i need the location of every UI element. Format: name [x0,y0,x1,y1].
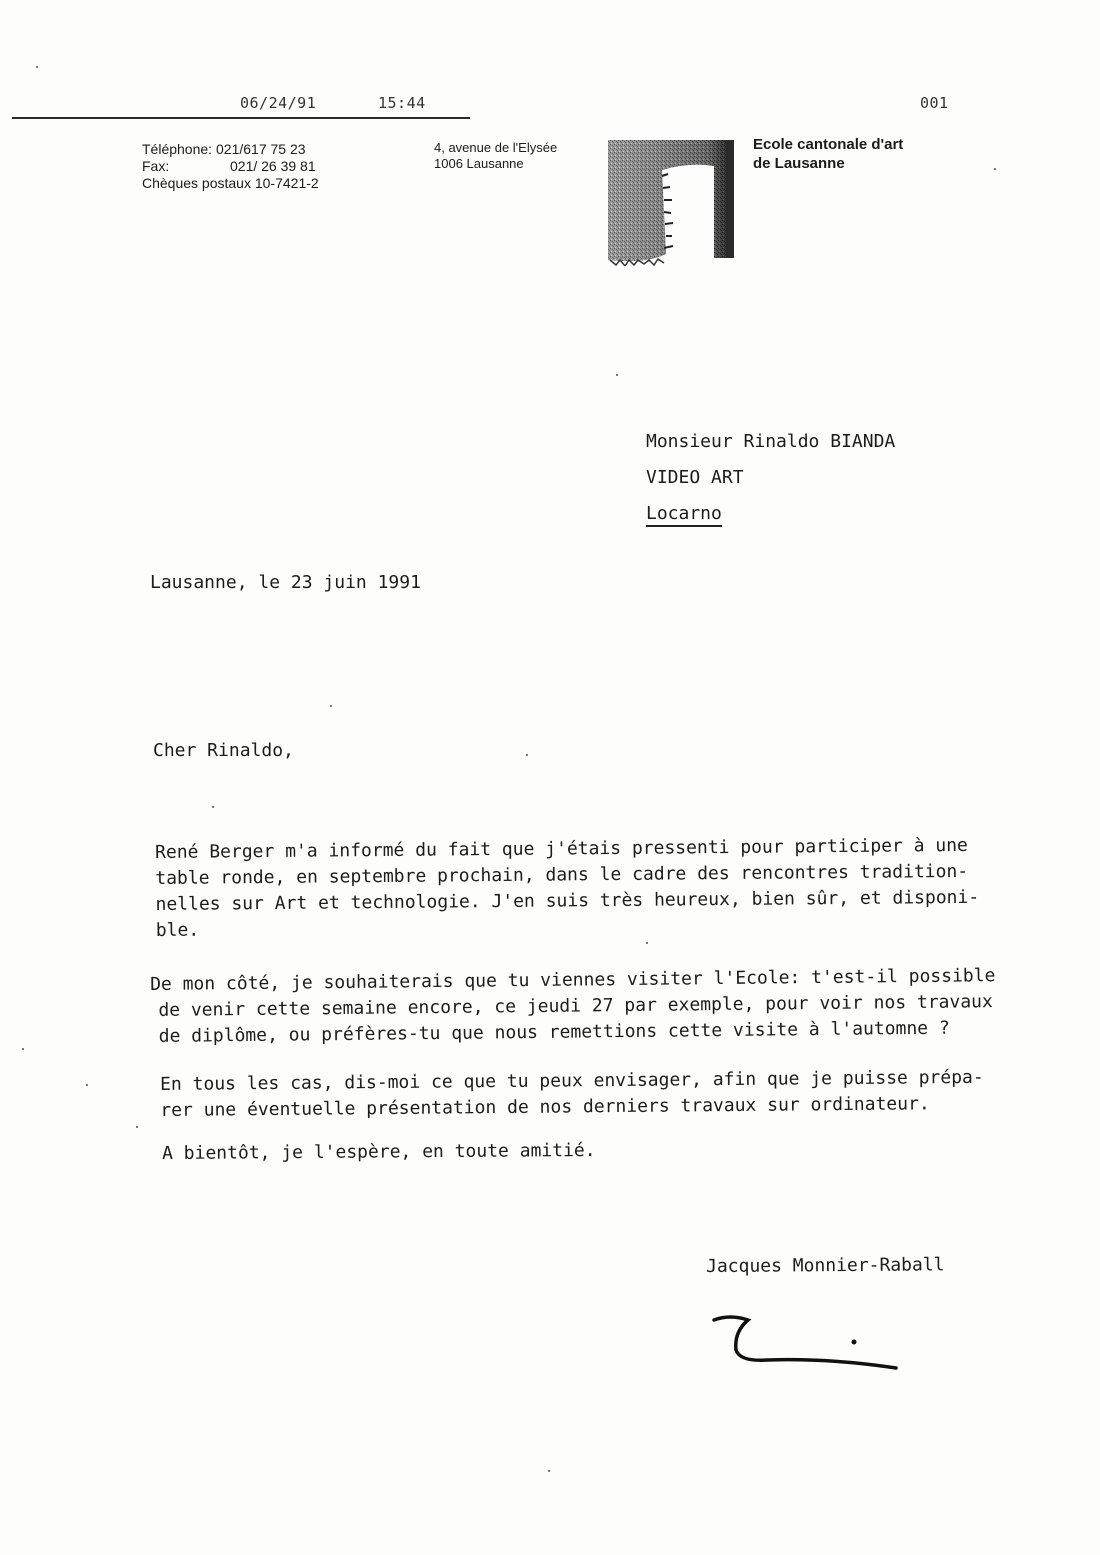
scan-speck [616,374,618,376]
paragraph-line: René Berger m'a informé du fait que j'étais pressenti pour participer à une [155,834,968,863]
address-street: 4, avenue de l'Elysée [434,140,558,155]
paragraph-line: ble. [155,919,200,941]
paragraph-line: table ronde, en septembre prochain, dans le cadre des rencontres tradition- [155,860,969,889]
postal-cheques: Chèques postaux 10-7421-2 [142,175,319,191]
recipient-organization: VIDEO ART [646,467,744,488]
scan-speck [994,168,996,170]
scan-speck [22,1048,24,1050]
scan-speck [136,1126,138,1128]
salutation: Cher Rinaldo, [153,740,294,761]
scan-speck [330,705,332,707]
fax-time: 15:44 [378,94,426,112]
handwritten-signature [708,1310,908,1380]
scan-speck [86,1084,88,1086]
recipient-city: Locarno [646,503,722,527]
scan-speck [526,754,528,756]
fax-label: Fax: [142,158,170,174]
scan-speck [212,806,214,808]
telephone-label: Téléphone: [142,141,213,157]
school-name-line2: de Lausanne [753,155,845,172]
recipient-address [646,424,895,532]
body-paragraph-3 [160,1065,984,1124]
recipient-name: Monsieur Rinaldo BIANDA [646,431,896,452]
letter-date: Lausanne, le 23 juin 1991 [150,572,421,593]
fax-date: 06/24/91 [240,94,317,112]
scan-speck [646,942,648,944]
paragraph-line: En tous les cas, dis-moi ce que tu peux envisager, afin que je puisse prépa- [160,1066,984,1095]
signer-name: Jacques Monnier-Raball [706,1254,945,1277]
letterhead-address [434,140,557,172]
closing-line: A bientôt, je l'espère, en toute amitié. [162,1139,596,1164]
paragraph-line: rer une éventuelle présentation de nos derniers travaux sur ordinateur. [160,1093,930,1121]
fax-row [142,158,319,175]
body-paragraph-2 [150,963,996,1050]
scan-speck [36,66,38,68]
scan-speck [548,1470,550,1472]
address-city: 1006 Lausanne [434,156,524,171]
fax-page-number: 001 [920,94,949,112]
paragraph-line: nelles sur Art et technologie. J'en suis très heureux, bien sûr, et disponi- [155,886,980,915]
school-name [753,135,903,173]
paragraph-line: de venir cette semaine encore, ce jeudi 27 par exemple, pour voir nos travaux [158,991,993,1021]
body-paragraph-1 [155,833,979,944]
school-name-line1: Ecole cantonale d'art [753,136,904,153]
paragraph-line: de diplôme, ou préfères-tu que nous remettions cette visite à l'automne ? [158,1017,950,1047]
school-logo [606,136,736,266]
paragraph-line: De mon côté, je souhaiterais que tu viennes visiter l'Ecole: t'est-il possible [150,965,996,995]
fax-header-rule [12,117,470,119]
fax-number: 021/ 26 39 81 [230,158,316,174]
letterhead-contact [142,141,319,192]
telephone-row [142,141,319,158]
telephone-number: 021/617 75 23 [216,141,306,157]
